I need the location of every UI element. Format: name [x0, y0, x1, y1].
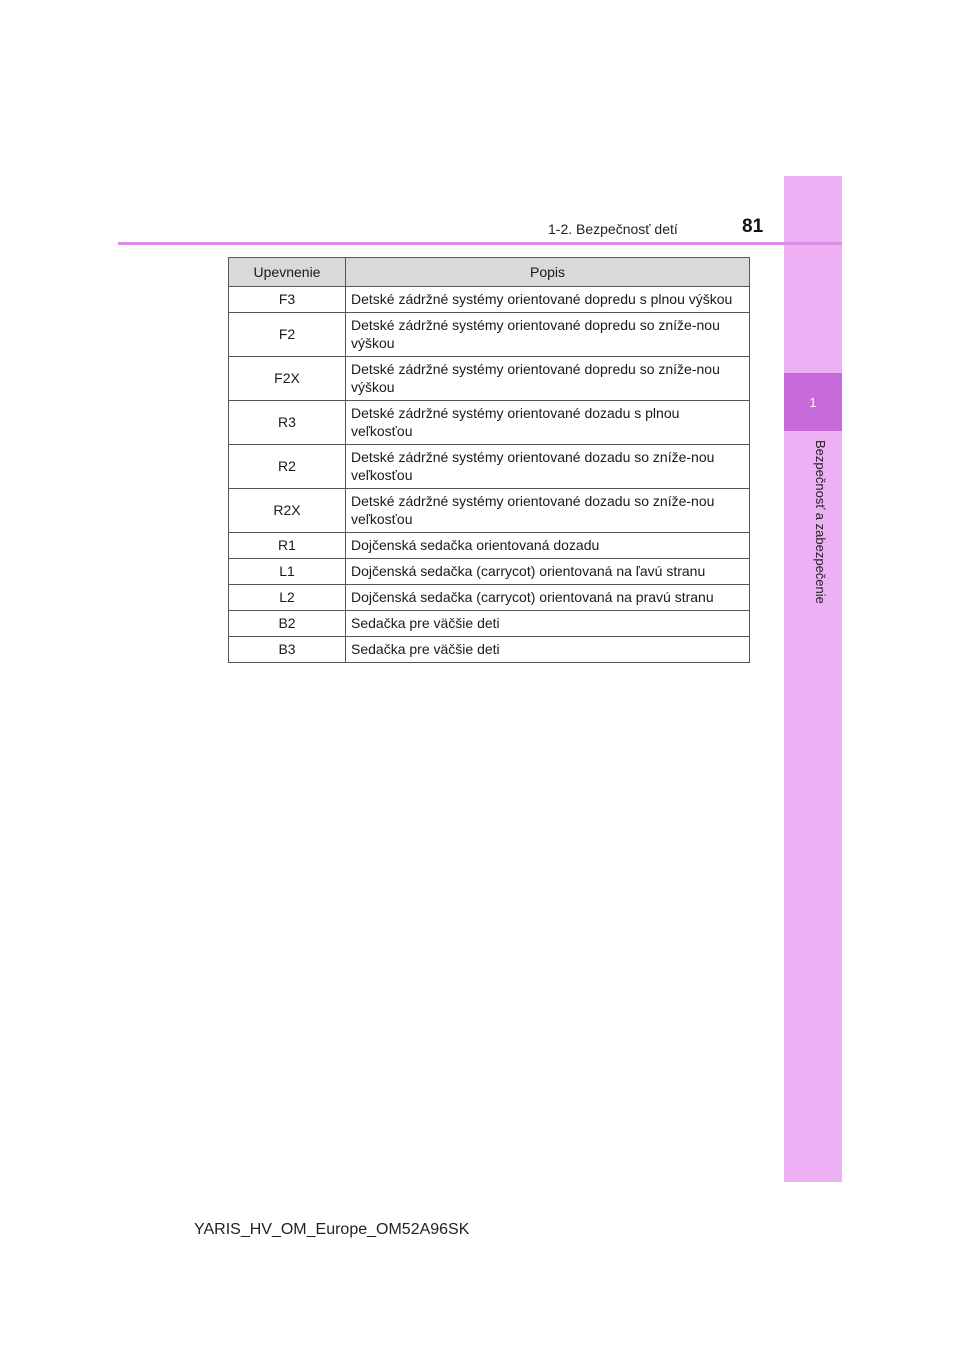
- chapter-label: Bezpečnosť a zabezpečenie: [813, 440, 828, 604]
- table-row: [229, 313, 750, 357]
- table-header-row: [229, 258, 750, 287]
- fixture-table: [228, 257, 750, 663]
- fixture-code: F3: [229, 287, 346, 313]
- table-row: [229, 357, 750, 401]
- fixture-description: Detské zádržné systémy orientované dozadu s plnou veľkosťou: [346, 401, 750, 445]
- fixture-description: Sedačka pre väčšie deti: [346, 637, 750, 663]
- fixture-code: R2: [229, 445, 346, 489]
- fixture-code: R1: [229, 533, 346, 559]
- header-divider: [118, 242, 842, 245]
- table-row: [229, 585, 750, 611]
- fixture-code: R3: [229, 401, 346, 445]
- fixture-code: F2X: [229, 357, 346, 401]
- column-header-popis: Popis: [346, 258, 750, 287]
- table-row: [229, 559, 750, 585]
- table-row: [229, 637, 750, 663]
- fixture-code: R2X: [229, 489, 346, 533]
- table-row: [229, 489, 750, 533]
- table-row: [229, 401, 750, 445]
- fixture-code: B3: [229, 637, 346, 663]
- column-header-upevnenie: Upevnenie: [229, 258, 346, 287]
- table-row: [229, 287, 750, 313]
- fixture-description: Detské zádržné systémy orientované dopredu so zníže-nou výškou: [346, 313, 750, 357]
- fixture-code: L1: [229, 559, 346, 585]
- fixture-code: L2: [229, 585, 346, 611]
- table-row: [229, 533, 750, 559]
- fixture-description: Sedačka pre väčšie deti: [346, 611, 750, 637]
- fixture-description: Dojčenská sedačka orientovaná dozadu: [346, 533, 750, 559]
- side-tab: [784, 176, 842, 1182]
- document-code: YARIS_HV_OM_Europe_OM52A96SK: [194, 1221, 470, 1238]
- fixture-description: Detské zádržné systémy orientované dopredu so zníže-nou výškou: [346, 357, 750, 401]
- fixture-description: Dojčenská sedačka (carrycot) orientovaná na pravú stranu: [346, 585, 750, 611]
- fixture-code: F2: [229, 313, 346, 357]
- page-number: 81: [742, 216, 764, 237]
- section-title: 1-2. Bezpečnosť detí: [548, 221, 678, 237]
- fixture-description: Dojčenská sedačka (carrycot) orientovaná na ľavú stranu: [346, 559, 750, 585]
- table-row: [229, 445, 750, 489]
- chapter-number: 1: [784, 373, 842, 431]
- table-row: [229, 611, 750, 637]
- fixture-description: Detské zádržné systémy orientované dopredu s plnou výškou: [346, 287, 750, 313]
- fixture-description: Detské zádržné systémy orientované dozadu so zníže-nou veľkosťou: [346, 445, 750, 489]
- fixture-description: Detské zádržné systémy orientované dozadu so zníže-nou veľkosťou: [346, 489, 750, 533]
- fixture-code: B2: [229, 611, 346, 637]
